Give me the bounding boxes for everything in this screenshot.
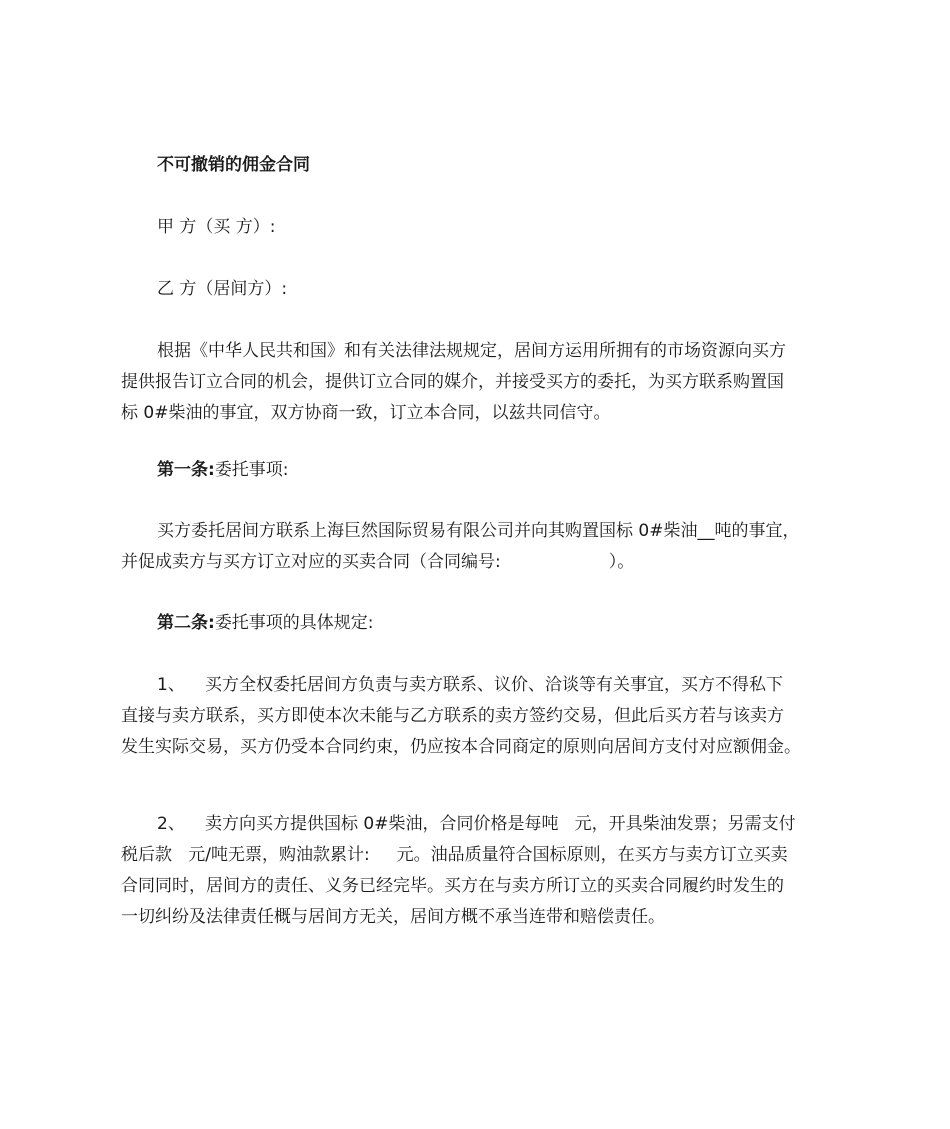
- preamble-paragraph: [121, 336, 833, 429]
- article1-heading-text: 委托事项:: [214, 460, 289, 480]
- article1-number: 第一条:: [157, 460, 215, 480]
- preamble-line: 根据《中华人民共和国》和有关法律法规规定，居间方运用所拥有的市场资源向买方: [157, 341, 786, 361]
- item2-line: 税后款 元/吨无票，购油款累计: 元。油品质量符合国标原则，在买方与卖方订立买卖: [121, 845, 788, 865]
- item2-number: 2、: [157, 814, 185, 834]
- party-b-line: [121, 274, 833, 305]
- article1-heading-line: [121, 455, 833, 486]
- article1-line: 并促成卖方与买方订立对应的买卖合同（合同编号: ）。: [121, 552, 635, 572]
- article1-body: [121, 516, 833, 578]
- party-b-text: 乙 方（居间方）:: [157, 279, 288, 299]
- item1-first-line: [121, 670, 833, 701]
- title-text: 不可撤销的佣金合同: [157, 155, 310, 175]
- article1-line: 买方委托居间方联系上海巨然国际贸易有限公司并向其购置国标 0#柴油__吨的事宜，: [157, 521, 800, 541]
- article2-heading: [121, 608, 833, 639]
- item1-line: 直接与卖方联系，买方即使本次未能与乙方联系的卖方签约交易，但此后买方若与该卖方: [121, 706, 784, 726]
- article2-item2: [121, 809, 833, 933]
- item1-line: 买方全权委托居间方负责与卖方联系、议价、洽谈等有关事宜，买方不得私下: [205, 675, 783, 695]
- preamble-line: 标 0#柴油的事宜，双方协商一致，订立本合同，以兹共同信守。: [121, 403, 611, 423]
- item2-line: 合同同时，居间方的责任、义务已经完毕。买方在与卖方所订立的买卖合同履约时发生的: [121, 876, 784, 896]
- article2-number: 第二条:: [157, 613, 215, 633]
- item2-line: 卖方向买方提供国标 0#柴油，合同价格是每吨 元，开具柴油发票；另需支付: [205, 814, 796, 834]
- item2-first-line: [121, 809, 833, 840]
- item1-line: 发生实际交易，买方仍受本合同约束，仍应按本合同商定的原则向居间方支付对应额佣金。: [121, 737, 801, 757]
- article2-heading-line: [121, 608, 833, 639]
- item2-line: 一切纠纷及法律责任概与居间方无关，居间方概不承当连带和赔偿责任。: [121, 907, 665, 927]
- preamble-line: 提供报告订立合同的机会，提供订立合同的媒介，并接受买方的委托，为买方联系购置国: [121, 372, 784, 392]
- article1-heading: [121, 455, 833, 486]
- item1-number: 1、: [157, 675, 185, 695]
- party-a-text: 甲 方（买 方）:: [157, 217, 276, 237]
- party-a-line: [121, 212, 833, 243]
- article2-item1: [121, 670, 833, 763]
- article2-heading-text: 委托事项的具体规定:: [214, 613, 374, 633]
- document-title: [121, 150, 833, 181]
